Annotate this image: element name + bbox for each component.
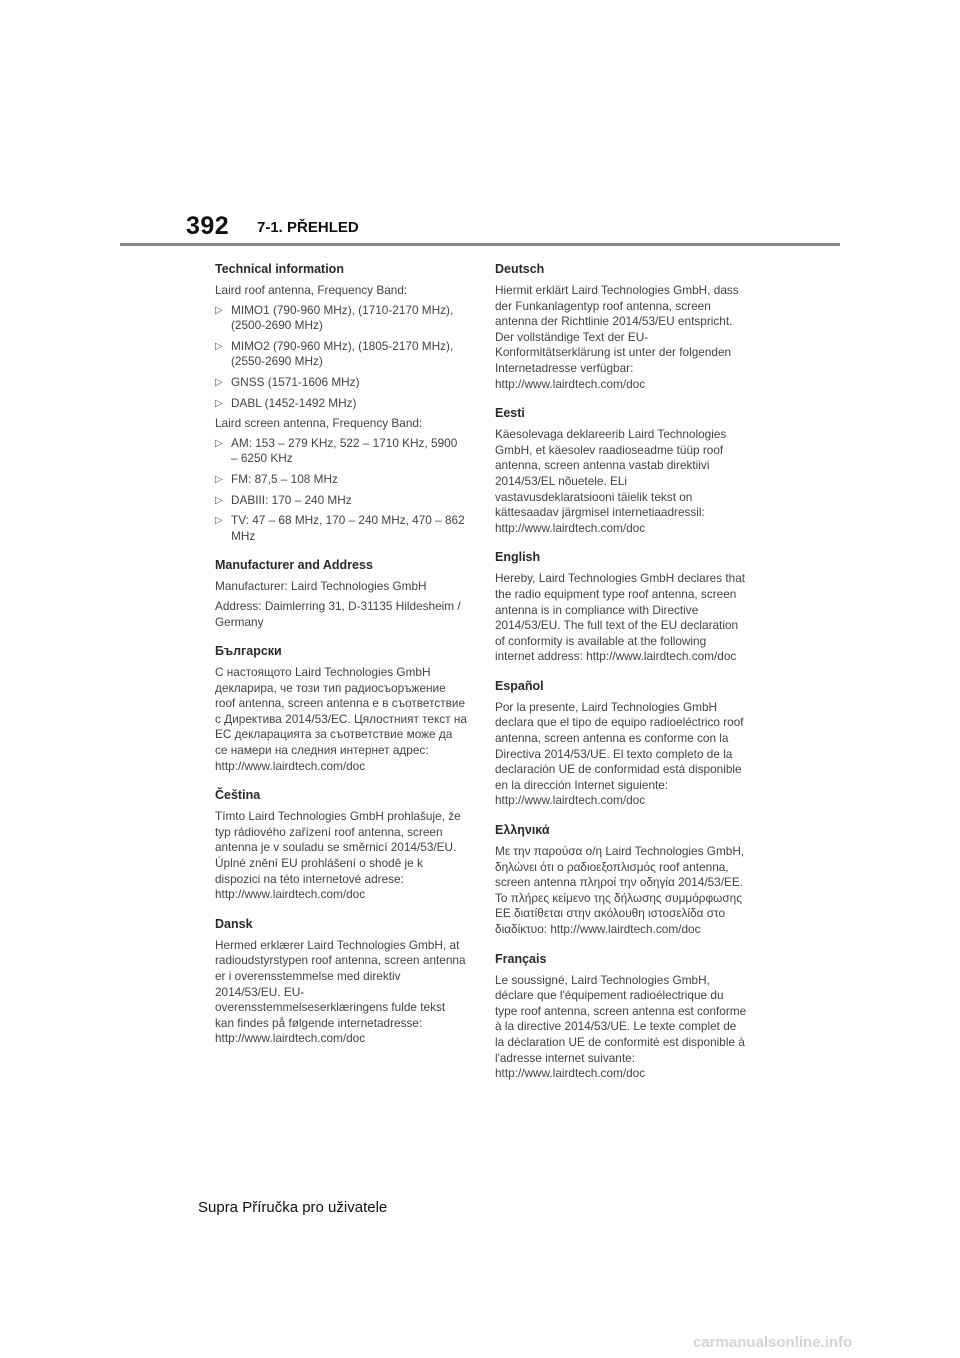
manufacturer-heading: Manufacturer and Address xyxy=(215,558,373,573)
language-section-estonian xyxy=(495,405,747,536)
language-text: Με την παρούσα ο/η Laird Technologies GmbH, δηλώνει ότι ο ραδιοεξοπλισμός roof antenna, screen antenna πληροί την οδηγία 2014/53/ΕΕ. Το πλήρες κείμενο της δήλωσης συμμόρφωσης ΕΕ διατίθεται στην ακόλουθη ιστοσελίδα στο διαδίκτυο: http://www.lairdtech.com/doc xyxy=(495,844,745,936)
language-text: Le soussigné, Laird Technologies GmbH, déclare que l'équipement radioélectrique du type roof antenna, screen antenna est conforme à la directive 2014/53/UE. Le texte complet de la déclaration UE de conformité est disponible à l'adresse internet suivante: http://www.lairdtech.com/doc xyxy=(495,972,747,1081)
list-item-text: DABIII: 170 – 240 MHz xyxy=(231,492,352,507)
language-heading: Eesti xyxy=(495,406,525,421)
manual-footer: Supra Příručka pro uživatele xyxy=(198,1199,388,1216)
list-item xyxy=(215,472,467,488)
list-item xyxy=(215,396,467,412)
language-heading: Čeština xyxy=(215,788,261,803)
list-item-text: DABL (1452-1492 MHz) xyxy=(231,395,357,410)
right-column xyxy=(495,261,747,1095)
technical-information-section xyxy=(215,261,467,544)
language-section-greek xyxy=(495,822,747,938)
language-heading: Български xyxy=(215,644,282,659)
language-text: Käesolevaga deklareerib Laird Technologies GmbH, et käesolev raadioseadme tüüp roof antenna, screen antenna vastab direktiivi 2014/53/EL nõuetele. ELi vastavusdeklaratsiooni täielik tekst on kättesaadav järgmisel internetiaadressil: http://www.lairdtech.com/doc xyxy=(495,427,727,535)
triangle-bullet-icon: ▷ xyxy=(215,515,223,527)
triangle-bullet-icon: ▷ xyxy=(215,437,223,449)
watermark: carmanualsonline.info xyxy=(693,1334,853,1351)
list-item-text: MIMO2 (790-960 MHz), (1805-2170 MHz), (2550-2690 MHz) xyxy=(231,338,454,369)
triangle-bullet-icon: ▷ xyxy=(215,494,223,506)
list-item-text: AM: 153 – 279 KHz, 522 – 1710 KHz, 5900 – 6250 KHz xyxy=(231,435,458,466)
list-item-text: TV: 47 – 68 MHz, 170 – 240 MHz, 470 – 862 MHz xyxy=(231,513,465,543)
list-item xyxy=(215,513,467,544)
language-section-spanish xyxy=(495,678,747,809)
page-number: 392 xyxy=(186,212,230,240)
list-item xyxy=(215,436,467,467)
list-item xyxy=(215,493,467,509)
triangle-bullet-icon: ▷ xyxy=(215,340,223,352)
left-column xyxy=(215,261,467,1060)
list-item xyxy=(215,339,467,370)
language-section-french xyxy=(495,951,747,1082)
list-item-text: FM: 87,5 – 108 MHz xyxy=(231,471,338,486)
list-item xyxy=(215,375,467,391)
manufacturer-section xyxy=(215,557,467,630)
section-title: 7-1. PŘEHLED xyxy=(257,219,359,236)
language-section-bulgarian xyxy=(215,643,467,774)
language-heading: Ελληνικά xyxy=(495,823,550,838)
language-text: Por la presente, Laird Technologies GmbH declara que el tipo de equipo radioeléctrico roof antenna, screen antenna es conforme con la Directiva 2014/53/UE. El texto completo de la declaración UE de conformidad está disponible en la dirección Internet siguiente: http://www.lairdtech.com/doc xyxy=(495,699,744,808)
manufacturer-address: Address: Daimlerring 31, D-31135 Hildesheim / Germany xyxy=(215,598,461,629)
language-section-german xyxy=(495,261,747,392)
screen-antenna-intro: Laird screen antenna, Frequency Band: xyxy=(215,416,423,431)
language-text: Hereby, Laird Technologies GmbH declares that the radio equipment type roof antenna, screen antenna is in compliance with Directive 2014/53/EU. The full text of the EU declaration of conformity is available at the following internet address: http://www.lairdtech.com/doc xyxy=(495,571,746,664)
language-text: С настоящото Laird Technologies GmbH декларира, че този тип радиосъоръжение roof antenna, screen antenna е в съответствие с Директива 2014/53/ЕС. Цялостният текст на ЕС декларацията за съответствие може да се намери на следния интернет адрес: http://www.lairdtech.com/doc xyxy=(215,665,467,773)
manufacturer-name: Manufacturer: Laird Technologies GmbH xyxy=(215,579,427,594)
list-item-text: GNSS (1571-1606 MHz) xyxy=(231,374,360,389)
list-item xyxy=(215,303,467,334)
triangle-bullet-icon: ▷ xyxy=(215,304,223,316)
triangle-bullet-icon: ▷ xyxy=(215,376,223,388)
roof-antenna-list xyxy=(215,303,467,412)
language-heading: Deutsch xyxy=(495,262,545,276)
technical-information-heading: Technical information xyxy=(215,262,344,276)
language-section-danish xyxy=(215,916,467,1047)
list-item-text: MIMO1 (790-960 MHz), (1710-2170 MHz), (2500-2690 MHz) xyxy=(231,302,454,333)
header-rule xyxy=(120,243,840,246)
triangle-bullet-icon: ▷ xyxy=(215,473,223,485)
language-heading: Français xyxy=(495,951,547,966)
language-text: Hermed erklærer Laird Technologies GmbH, at radioudstyrstypen roof antenna, screen antenna er i overensstemmelse med direktiv 2014/53/EU. EU-overensstemmelseserklæringens fulde tekst kan findes på følgende internetadresse: http://www.lairdtech.com/doc xyxy=(215,937,466,1046)
language-section-english xyxy=(495,549,747,665)
language-text: Hiermit erklärt Laird Technologies GmbH, dass der Funkanlagentyp roof antenna, screen antenna der Richtlinie 2014/53/EU entspricht. Der vollständige Text der EU-Konformitätserklärung ist unter der folgenden Internetadresse verfügbar: http://www.lairdtech.com/doc xyxy=(495,283,739,391)
language-heading: Español xyxy=(495,678,544,693)
screen-antenna-list xyxy=(215,436,467,545)
language-section-czech xyxy=(215,787,467,903)
language-heading: Dansk xyxy=(215,916,253,931)
triangle-bullet-icon: ▷ xyxy=(215,397,223,409)
roof-antenna-intro: Laird roof antenna, Frequency Band: xyxy=(215,283,408,297)
language-text: Tímto Laird Technologies GmbH prohlašuje, že typ rádiového zařízení roof antenna, screen antenna je v souladu se směrnicí 2014/53/EU. Úplné znění EU prohlášení o shodě je k dispozici na této internetové adrese: http://www.lairdtech.com/doc xyxy=(215,809,461,902)
language-heading: English xyxy=(495,550,541,565)
